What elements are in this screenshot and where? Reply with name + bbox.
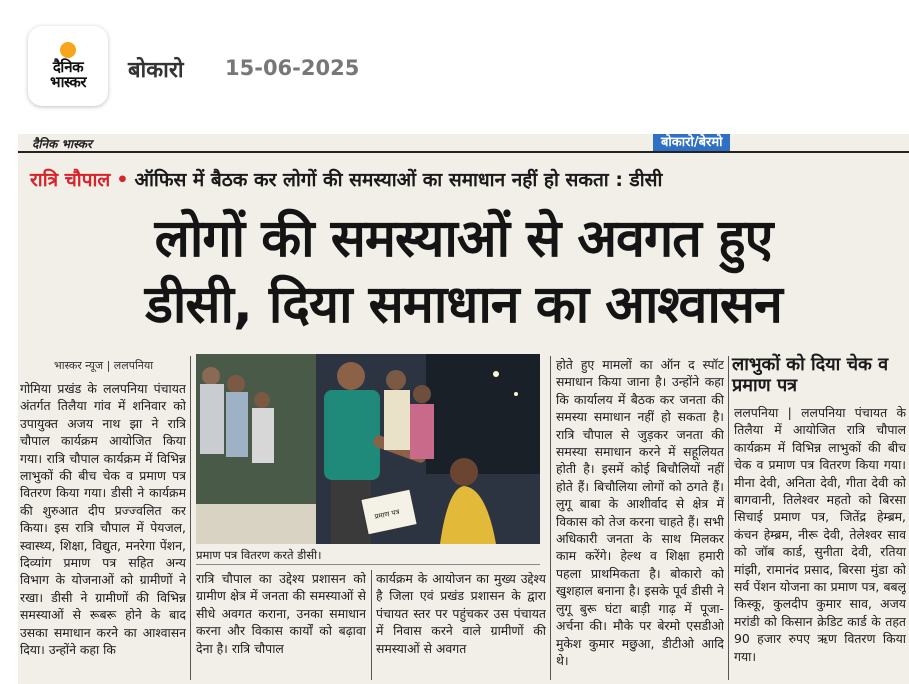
side-article-column: ललपनिया | ललपनिया पंचायत के तिलैया में आयोजित रात्रि चौपाल कार्यक्रम में विभिन्न लाभुकों की बीच चेक व प्रमाण पत्र वितरण किया गया। मीना देवी, अनिता देवी, गीता देवी को बागवानी, तिलेश्वर महतो को बिरसा सिचाई प्रमाण पत्र, जितेंद्र हेम्ब्रम, कंचन हेम्ब्रम, नीरू देवी, तेलेश्वर साव को जॉब कार्ड, सुनीता देवी, रतिया मांझी, रामानंद प्रसाद, बिरसा मुंडा को सर्व पेंशन योजना का प्रमाण पत्र, बबलू किस्कू, कुलदीप कुमार साव, अजय मरांडी को किसान क्रेडिट कार्ड के तहत 90 हजार रुपए ऋण वितरण किया गया।: [734, 405, 906, 664]
column-divider: [371, 570, 372, 680]
certificate-text: प्रमाण पत्र: [373, 507, 401, 521]
column-divider: [550, 356, 551, 680]
article-column-4: होते हुए मामलों का ऑन द स्पॉट समाधान किया जाना है। उन्होंने कहा कि कार्यालय में बैठक कर जनता की समस्या समाधान नहीं हो सकता है। रात्रि चौपाल से जुड़कर जनता की समस्या समाधान करने में सहूलियत होती है। इसमें कोई बिचौलियों नहीं होते हैं। बिचौलिया लोगों को ठगते हैं। लुगू बाबा के आशीर्वाद से क्षेत्र में विकास को तेज करना चाहते हैं। सभी अधिकारी जनता के साथ मिलकर काम करेंगे। हेल्थ व शिक्षा हमारी पहला प्राथमिकता है। बोकारो को खुशहाल बनाना है। इसके पूर्व डीसी ने लुगू बुरू घंटा बाड़ी गाढ़ में पूजा-अर्चना की। मौके पर बेरमो एसडीओ मुकेश कुमार मछुआ, डीटीओ आदि थे।: [556, 357, 724, 668]
headline-line1: लोगों की समस्याओं से अवगत हुए: [154, 209, 773, 269]
logo-sun-icon: [60, 42, 76, 58]
byline: भास्कर न्यूज | ललपनिया: [54, 359, 154, 372]
app-header: [0, 0, 909, 128]
article-column-2: रात्रि चौपाल का उद्देश्य प्रशासन को ग्रामीण क्षेत्र में जनता की समस्याओं से सीधे अवगत कराना, उनका समाधान करना और विकास कार्यों को बढ़ावा देना है। रात्रि चौपाल: [196, 571, 366, 656]
kicker-line: [30, 166, 662, 192]
column-divider: [728, 356, 729, 680]
column-divider: [190, 356, 191, 680]
city-label[interactable]: बोकारो: [128, 58, 184, 83]
newspaper-clipping: [18, 134, 909, 684]
logo-line1: दैनिक: [52, 58, 84, 76]
dainik-bhaskar-logo[interactable]: [28, 26, 108, 106]
masthead-strip: [18, 134, 909, 154]
photo-illustration: [196, 354, 540, 544]
kicker-label: रात्रि चौपाल: [30, 169, 111, 191]
side-headline: लाभुकों को दिया चेक व प्रमाण पत्र: [732, 354, 889, 396]
masthead-left: दैनिक भास्कर: [32, 137, 92, 151]
main-headline: [18, 206, 909, 338]
masthead-rule: [18, 151, 909, 153]
kicker-bullet: •: [116, 169, 129, 191]
article-column-3: कार्यक्रम के आयोजन का मुख्य उद्देश्य है जिला एवं प्रखंड प्रशासन के द्वारा पंचायत स्तर पर पहुंचकर उस पंचायत में निवास करने वाले ग्रामीणों की समस्याओं से अवगत: [376, 571, 546, 656]
article-photo: [196, 354, 540, 544]
edition-date: 15-06-2025: [225, 56, 360, 80]
photo-caption: प्रमाण पत्र वितरण करते डीसी।: [196, 548, 322, 562]
kicker-text: ऑफिस में बैठक कर लोगों की समस्याओं का समाधान नहीं हो सकता : डीसी: [134, 169, 663, 191]
article-column-1: गोमिया प्रखंड के ललपनिया पंचायत अंतर्गत तिलैया गांव में शनिवार को उपायुक्त अजय नाथ झा ने रात्रि चौपाल कार्यक्रम आयोजित किया गया। रात्रि चौपाल कार्यक्रम में विभिन्न लाभुकों की बीच चेक व प्रमाण पत्र वितरण किया गया। डीसी ने कार्यक्रम की शुरुआत दीप प्रज्ज्वलित कर किया। इस रात्रि चौपाल में पेयजल, स्वास्थ्य, शिक्षा, विद्युत, मनरेगा पेंशन, दिव्यांग प्रमाण पत्र सहित अन्य विभाग के योजनाओं को ग्रामीणों ने रखा। डीसी ने ग्रामीणों की विभिन्न समस्याओं से रूबरू होने के बाद उसका समाधान करने का आश्वासन दिया। उन्होंने कहा कि: [20, 381, 186, 658]
logo-line2: भास्कर: [50, 73, 86, 91]
caption-rule: [196, 564, 540, 565]
headline-line2: डीसी, दिया समाधान का आश्वासन: [145, 275, 782, 335]
masthead-edition: बोकारो/बेरमो: [653, 134, 730, 151]
